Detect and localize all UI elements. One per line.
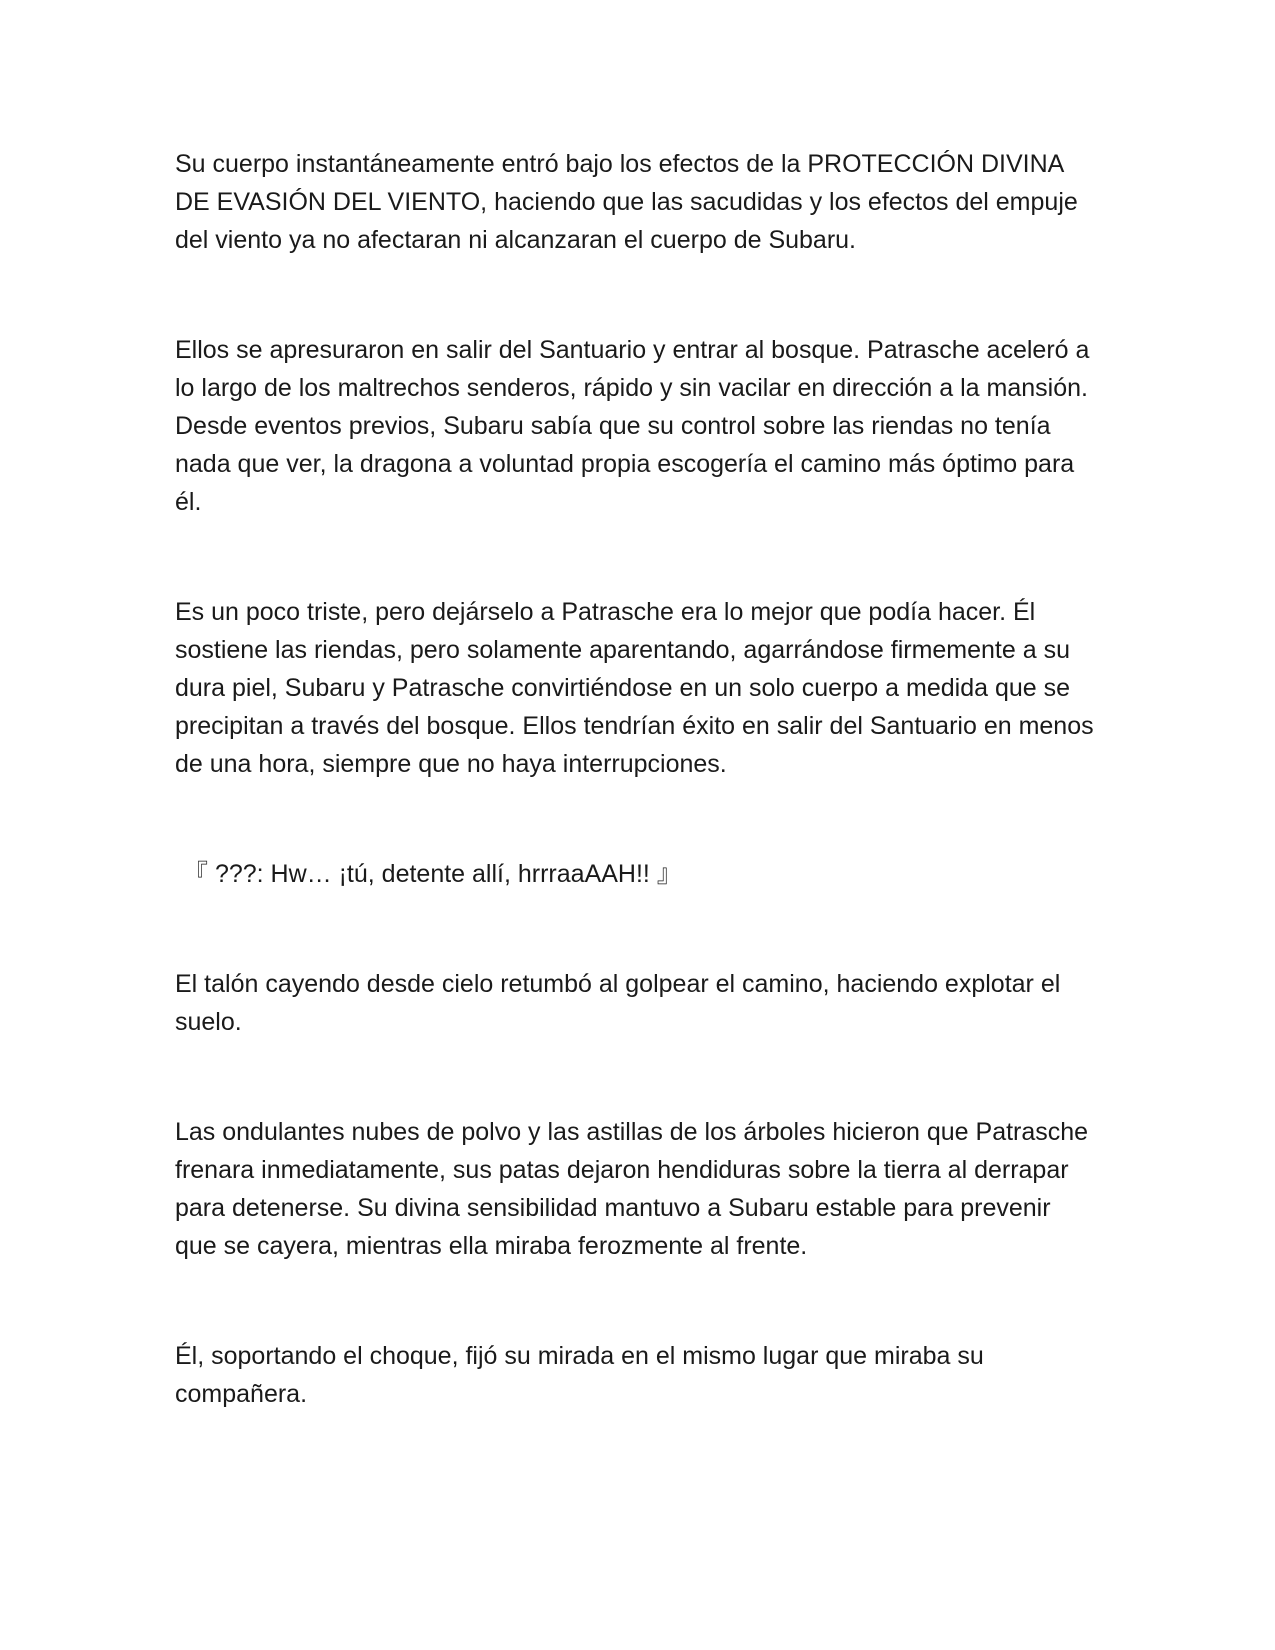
paragraph-2: Ellos se apresuraron en salir del Santuario y entrar al bosque. Patrasche aceleró a lo largo de los maltrechos senderos, rápido y sin vacilar en dirección a la mansión. Desde eventos previos, Subaru sabía que su control sobre las riendas no tenía nada que ver, la dragona a voluntad propia escogería el camino más óptimo para él. [175, 336, 1090, 516]
document-body [175, 145, 1095, 1413]
paragraph-1: Su cuerpo instantáneamente entró bajo los efectos de la PROTECCIÓN DIVINA DE EVASIÓN DEL VIENTO, haciendo que las sacudidas y los efectos del empuje del viento ya no afectaran ni alcanzaran el cuerpo de Subaru. [175, 150, 1078, 254]
paragraph-7: Él, soportando el choque, fijó su mirada en el mismo lugar que miraba su compañera. [175, 1342, 984, 1408]
dialogue-line: 『 ???: Hw… ¡tú, detente allí, hrrraaAAH!! 』 [183, 860, 682, 888]
paragraph-6: Las ondulantes nubes de polvo y las astillas de los árboles hicieron que Patrasche frenara inmediatamente, sus patas dejaron hendiduras sobre la tierra al derrapar para detenerse. Su divina sensibilidad mantuvo a Subaru estable para prevenir que se cayera, mientras ella miraba ferozmente al frente. [175, 1118, 1089, 1260]
paragraph-3: Es un poco triste, pero dejárselo a Patrasche era lo mejor que podía hacer. Él sostiene las riendas, pero solamente aparentando, agarrándose firmemente a su dura piel, Subaru y Patrasche convirtiéndose en un solo cuerpo a medida que se precipitan a través del bosque. Ellos tendrían éxito en salir del Santuario en menos de una hora, siempre que no haya interrupciones. [175, 598, 1094, 778]
paragraph-5: El talón cayendo desde cielo retumbó al golpear el camino, haciendo explotar el suelo. [175, 970, 1061, 1036]
